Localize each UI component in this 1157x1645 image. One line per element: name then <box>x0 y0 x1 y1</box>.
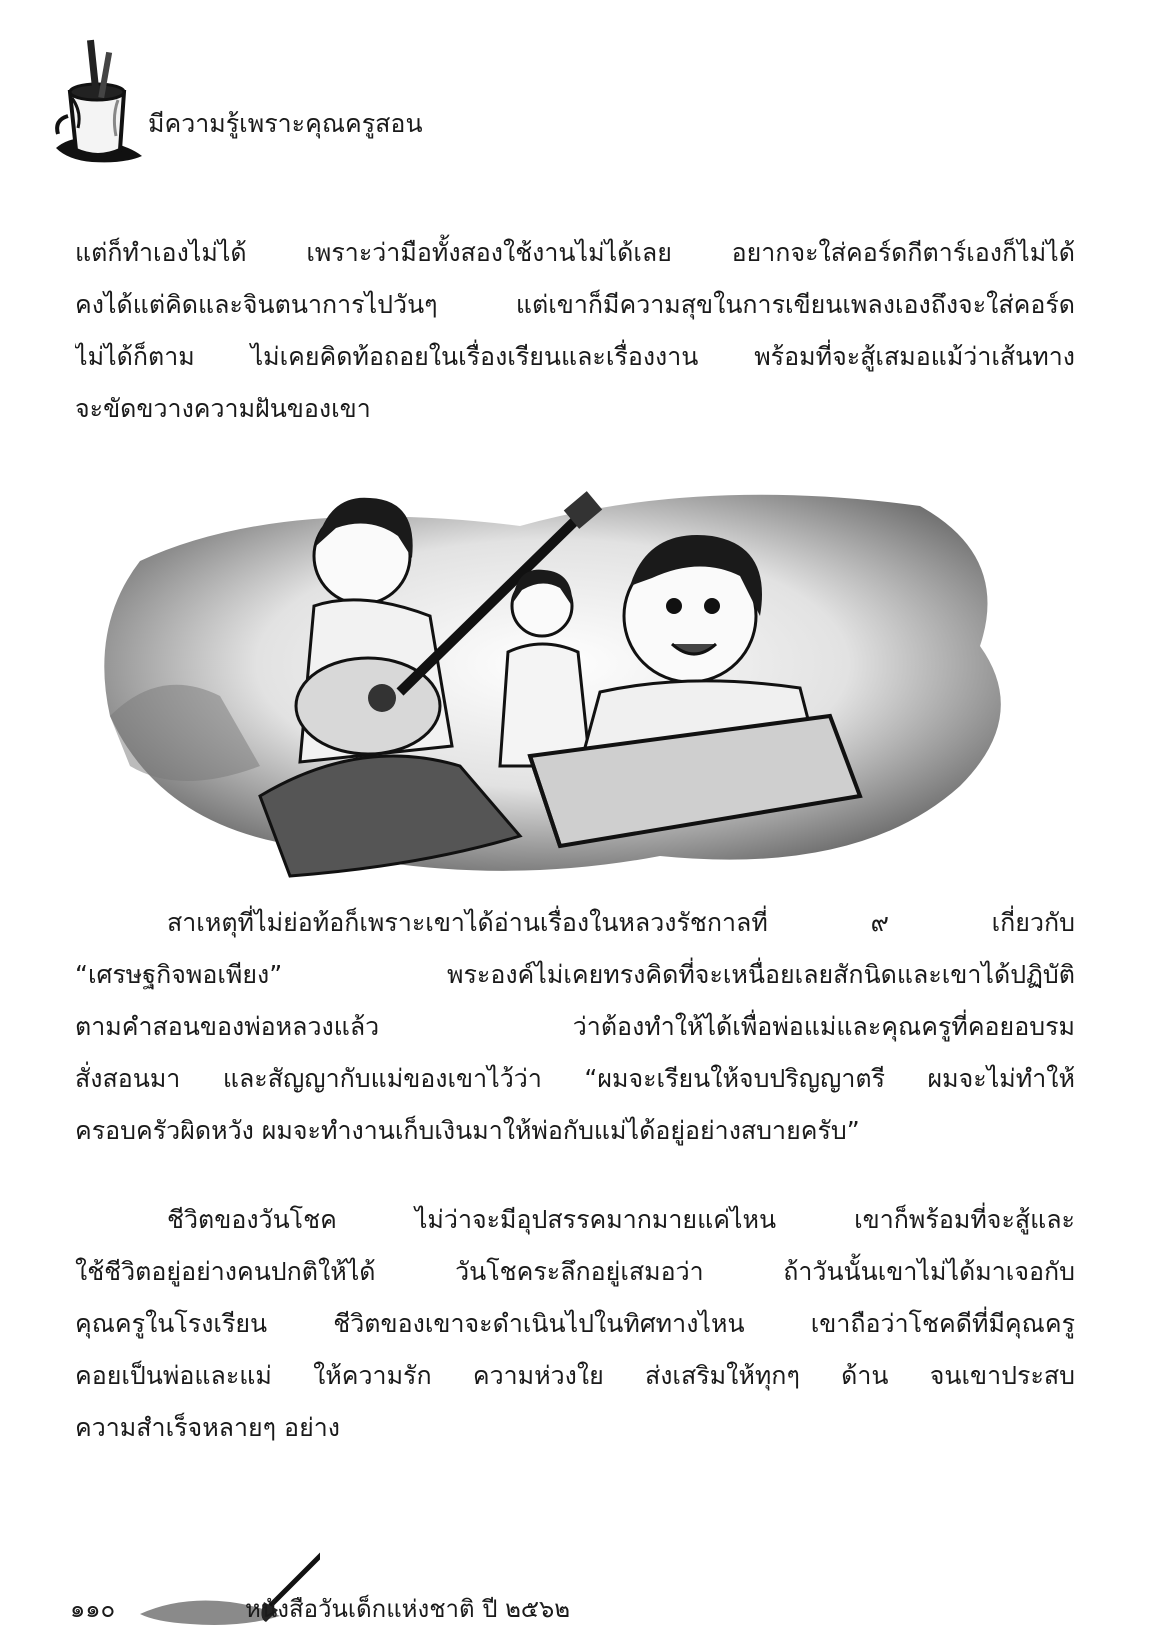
text-line: แต่ก็ทำเองไม่ได้ เพราะว่ามือทั้งสองใช้งานไม่ได้เลย อยากจะใส่คอร์ดกีตาร์เองก็ไม่ได้ <box>75 238 1075 267</box>
paragraph-1 <box>75 227 1075 435</box>
text-line: ตามคำสอนของพ่อหลวงแล้ว ว่าต้องทำให้ได้เพื่อพ่อแม่และคุณครูที่คอยอบรม <box>75 1012 1075 1041</box>
page-number: ๑๑๐ <box>70 1595 116 1623</box>
text-line: จะขัดขวางความฝันของเขา <box>75 394 371 423</box>
book-title: หนังสือวันเด็กแห่งชาติ ปี ๒๕๖๒ <box>245 1595 571 1623</box>
paint-bucket-brush-icon <box>52 36 148 176</box>
text-line: “เศรษฐกิจพอเพียง” พระองค์ไม่เคยทรงคิดที่จะเหนื่อยเลยสักนิดและเขาได้ปฏิบัติ <box>75 960 1075 989</box>
text-line: ความสำเร็จหลายๆ อย่าง <box>75 1413 340 1442</box>
text-line: ครอบครัวผิดหวัง ผมจะทำงานเก็บเงินมาให้พ่อกับแม่ได้อยู่อย่างสบายครับ” <box>75 1116 860 1145</box>
text-line: สั่งสอนมา และสัญญากับแม่ของเขาไว้ว่า “ผมจะเรียนให้จบปริญญาตรี ผมจะไม่ทำให้ <box>75 1064 1075 1093</box>
guitar-players-illustration <box>100 466 1030 890</box>
text-line: ใช้ชีวิตอยู่อย่างคนปกติให้ได้ วันโชคระลึกอยู่เสมอว่า ถ้าวันนั้นเขาไม่ได้มาเจอกับ <box>75 1257 1075 1286</box>
paragraph-3 <box>75 1194 1075 1454</box>
text-line: คอยเป็นพ่อและแม่ ให้ความรัก ความห่วงใย ส่งเสริมให้ทุกๆ ด้าน จนเขาประสบ <box>75 1361 1075 1390</box>
text-line: ชีวิตของวันโชค ไม่ว่าจะมีอุปสรรคมากมายแค่ไหน เขาก็พร้อมที่จะสู้และ <box>167 1205 1075 1234</box>
text-line: สาเหตุที่ไม่ย่อท้อก็เพราะเขาได้อ่านเรื่องในหลวงรัชกาลที่ ๙ เกี่ยวกับ <box>167 908 1075 937</box>
text-line: คงได้แต่คิดและจินตนาการไปวันๆ แต่เขาก็มีความสุขในการเขียนเพลงเองถึงจะใส่คอร์ด <box>75 290 1075 319</box>
text-line: คุณครูในโรงเรียน ชีวิตของเขาจะดำเนินไปในทิศทางไหน เขาถือว่าโชคดีที่มีคุณครู <box>75 1309 1075 1338</box>
page-footer <box>70 1544 670 1634</box>
page-header <box>48 36 568 176</box>
running-title: มีความรู้เพราะคุณครูสอน <box>148 109 423 138</box>
paragraph-2 <box>75 897 1075 1157</box>
text-line: ไม่ได้ก็ตาม ไม่เคยคิดท้อถอยในเรื่องเรียนและเรื่องงาน พร้อมที่จะสู้เสมอแม้ว่าเส้นทาง <box>75 342 1075 371</box>
